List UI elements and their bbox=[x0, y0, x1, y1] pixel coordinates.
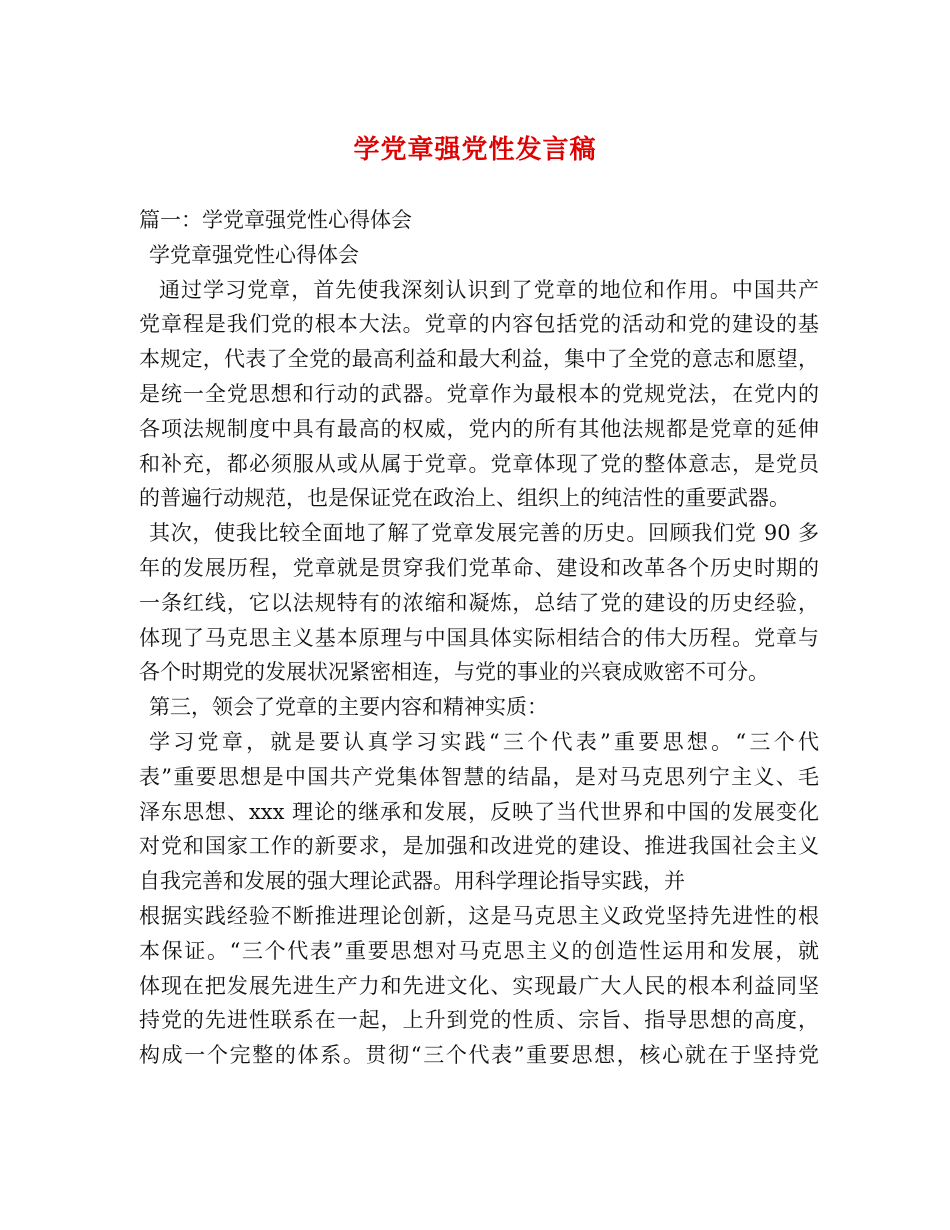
text-line: 持党的先进性联系在一起，上升到党的性质、宗旨、指导思想的高度， bbox=[139, 1008, 819, 1033]
text-line: 根据实践经验不断推进理论创新，这是马克思主义政党坚持先进性的根 bbox=[139, 903, 819, 928]
text-line: 是统一全党思想和行动的武器。党章作为最根本的党规党法，在党内的 bbox=[139, 381, 819, 406]
text-line: 各项法规制度中具有最高的权威，党内的所有其他法规都是党章的延伸 bbox=[139, 416, 819, 441]
text-line: 一条红线，它以法规特有的浓缩和凝炼，总结了党的建设的历史经验， bbox=[139, 590, 819, 615]
text-line: 自我完善和发展的强大理论武器。用科学理论指导实践，并 bbox=[139, 869, 685, 894]
text-line: 通过学习党章，首先使我深刻认识到了党章的地位和作用。中国共产 bbox=[159, 277, 819, 302]
text-line: 对党和国家工作的新要求，是加强和改进党的建设、推进我国社会主义 bbox=[139, 834, 819, 859]
text-line: 各个时期党的发展状况紧密相连，与党的事业的兴衰成败密不可分。 bbox=[139, 660, 769, 685]
text-line: 其次，使我比较全面地了解了党章发展完善的历史。回顾我们党 90 多 bbox=[149, 521, 819, 546]
text-line: 和补充，都必须服从或从属于党章。党章体现了党的整体意志，是党员 bbox=[139, 451, 819, 476]
text-line: 泽东思想、xxx 理论的继承和发展，反映了当代世界和中国的发展变化 bbox=[139, 799, 819, 824]
text-line: 体现了马克思主义基本原理与中国具体实际相结合的伟大历程。党章与 bbox=[139, 625, 819, 650]
text-line: 年的发展历程，党章就是贯穿我们党革命、建设和改革各个历史时期的 bbox=[139, 555, 819, 580]
text-line: 党章程是我们党的根本大法。党章的内容包括党的活动和党的建设的基 bbox=[139, 312, 819, 337]
text-line: 本规定，代表了全党的最高利益和最大利益，集中了全党的意志和愿望， bbox=[139, 347, 819, 372]
text-line: 学习党章，就是要认真学习实践“三个代表”重要思想。“三个代 bbox=[149, 729, 819, 754]
text-line: 篇一：学党章强党性心得体会 bbox=[139, 208, 412, 232]
text-line: 学党章强党性心得体会 bbox=[149, 242, 359, 267]
text-line: 的普遍行动规范，也是保证党在政治上、组织上的纯洁性的重要武器。 bbox=[139, 486, 790, 511]
document-title: 学党章强党性发言稿 bbox=[353, 135, 597, 165]
text-line: 第三，领会了党章的主要内容和精神实质： bbox=[149, 695, 548, 720]
text-line: 本保证。“三个代表”重要思想对马克思主义的创造性运用和发展，就 bbox=[139, 938, 819, 963]
document-body bbox=[139, 203, 819, 1073]
text-line: 构成一个完整的体系。贯彻“三个代表”重要思想，核心就在于坚持党 bbox=[139, 1043, 819, 1068]
text-line: 表”重要思想是中国共产党集体智慧的结晶，是对马克思列宁主义、毛 bbox=[139, 764, 819, 789]
text-line: 体现在把发展先进生产力和先进文化、实现最广大人民的根本利益同坚 bbox=[139, 973, 819, 998]
